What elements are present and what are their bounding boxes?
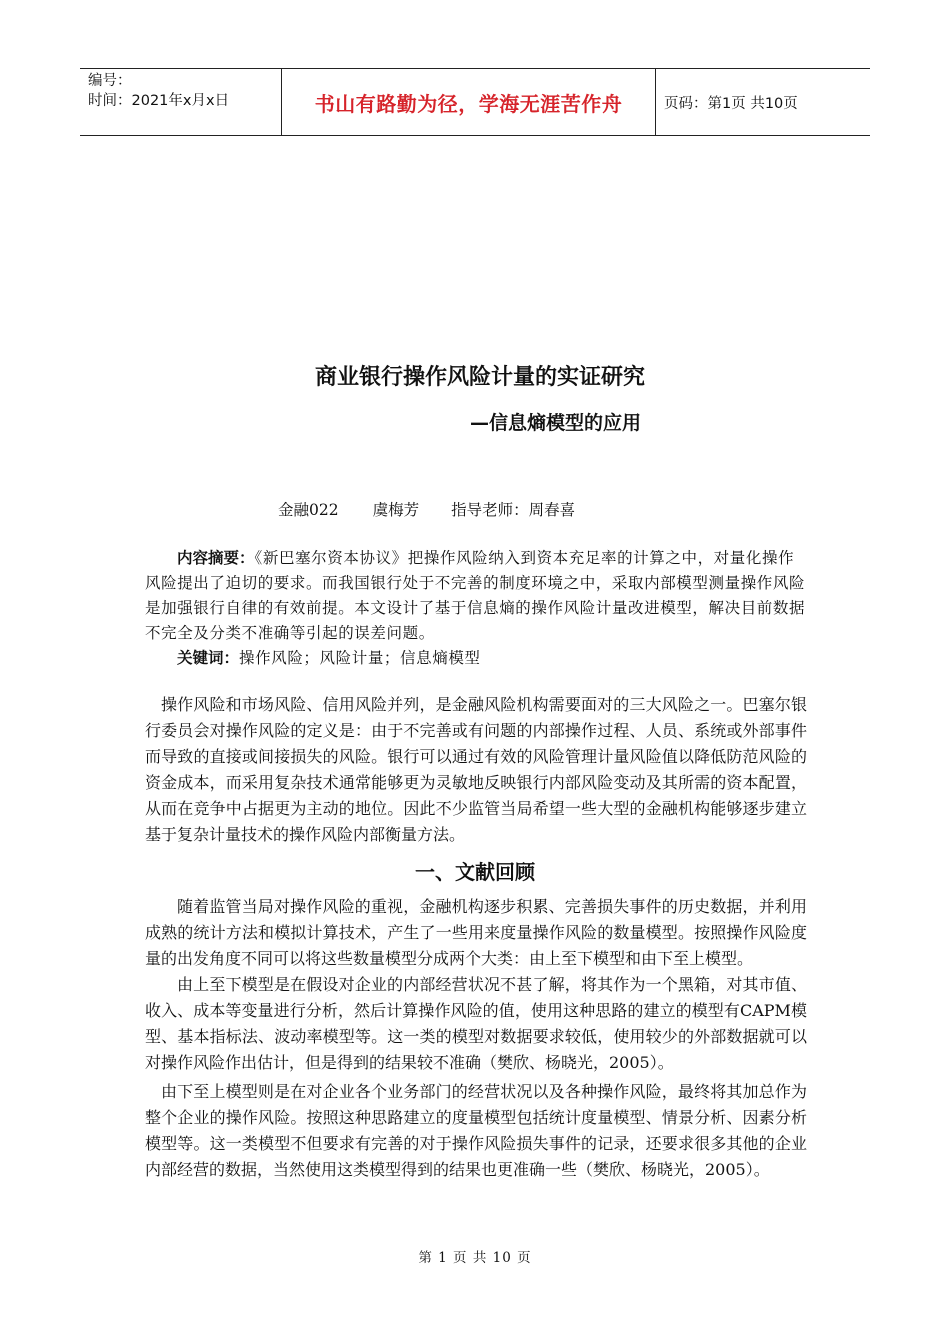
author-class: 金融022: [278, 501, 339, 519]
abstract-text: 《新巴塞尔资本协议》把操作风险纳入到资本充足率的计算之中，对量化操作风险提出了迫切的要求。而我国银行处于不完善的制度环境之中，采取内部模型测量操作风险是加强银行自律的有效前提。本文设计了基于信息熵的操作风险计量改进模型，解决目前数据不完全及分类不准确等引起的误差问题。: [145, 549, 806, 642]
author-name: 虞梅芳: [372, 501, 420, 519]
header-number-label: 编号：: [88, 73, 132, 89]
page-footer: 第 1 页 共 10 页: [418, 1250, 532, 1266]
author-advisor: 指导老师：周春喜: [451, 501, 576, 519]
document-subtitle: —信息熵模型的应用: [470, 412, 642, 434]
section-paragraph-1: 随着监管当局对操作风险的重视，金融机构逐步积累、完善损失事件的历史数据，并利用成熟的统计方法和模拟计算技术，产生了一些用来度量操作风险的数量模型。按照操作风险度量的出发角度不同可以将这些数量模型分成两个大类：由上至下模型和由下至上模型。: [145, 897, 807, 968]
author-line: [278, 498, 575, 520]
header-time-label: 时间：2021年x月x日: [88, 93, 230, 109]
section-body: [145, 894, 807, 1183]
keywords-text: 操作风险；风险计量；信息熵模型: [239, 649, 481, 667]
header-meta-cell: [80, 69, 282, 135]
header-page-info: 页码：第1页 共10页: [664, 95, 798, 112]
author-gap-1: [339, 498, 373, 520]
author-gap-2: [419, 498, 451, 520]
document-title: 商业银行操作风险计量的实证研究: [314, 365, 645, 390]
header-motto: 书山有路勤为径，学海无涯苦作舟: [282, 69, 656, 135]
section-paragraph-3: 由下至上模型则是在对企业各个业务部门的经营状况以及各种操作风险，最终将其加总作为整个企业的操作风险。按照这种思路建立的度量模型包括统计度量模型、情景分析、因素分析模型等。这一类模型不但要求有完善的对于操作风险损失事件的记录，还要求很多其他的企业内部经营的数据，当然使用这类模型得到的结果也更准确一些（樊欣、杨晓光，2005）。: [145, 1082, 807, 1179]
abstract-paragraph: [145, 546, 807, 646]
abstract-label: 内容摘要：: [177, 549, 255, 567]
intro-section: [145, 692, 807, 848]
intro-paragraph: 操作风险和市场风险、信用风险并列，是金融风险机构需要面对的三大风险之一。巴塞尔银行委员会对操作风险的定义是：由于不完善或有问题的内部操作过程、人员、系统或外部事件而导致的直接或间接损失的风险。银行可以通过有效的风险管理计量风险值以降低防范风险的资金成本，而采用复杂技术通常能够更为灵敏地反映银行内部风险变动及其所需的资本配置，从而在竞争中占据更为主动的地位。因此不少监管当局希望一些大型的金融机构能够逐步建立基于复杂计量技术的操作风险内部衡量方法。: [145, 695, 807, 844]
keywords-label: 关键词：: [177, 649, 240, 667]
section-heading: 一、文献回顾: [415, 860, 535, 884]
keywords-paragraph: [145, 646, 807, 671]
section-paragraph-2: 由上至下模型是在假设对企业的内部经营状况不甚了解，将其作为一个黑箱，对其市值、收入、成本等变量进行分析，然后计算操作风险的值，使用这种思路的建立的模型有CAPM模型、基本指标法、波动率模型等。这一类的模型对数据要求较低，使用较少的外部数据就可以对操作风险作出估计，但是得到的结果较不准确（樊欣、杨晓光，2005）。: [145, 975, 807, 1072]
document-header: [80, 68, 870, 136]
abstract-block: [145, 546, 807, 671]
